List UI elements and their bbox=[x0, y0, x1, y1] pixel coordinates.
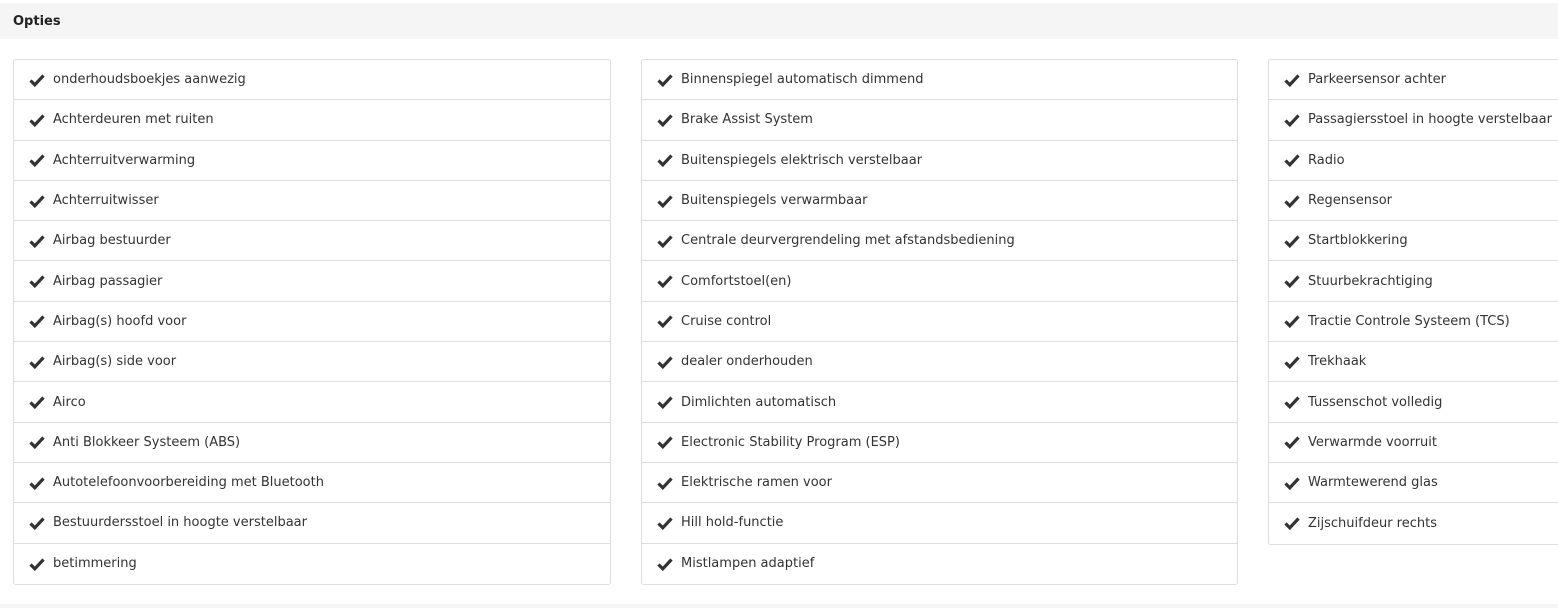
option-item bbox=[1269, 261, 1558, 301]
option-label: Electronic Stability Program (ESP) bbox=[681, 434, 900, 450]
option-item bbox=[14, 261, 610, 301]
option-item bbox=[14, 221, 610, 261]
option-item bbox=[14, 463, 610, 503]
check-icon bbox=[29, 476, 45, 490]
option-item bbox=[642, 141, 1237, 181]
check-icon bbox=[29, 516, 45, 530]
option-label: Stuurbekrachtiging bbox=[1308, 273, 1433, 289]
option-item bbox=[1269, 60, 1558, 100]
option-item bbox=[14, 342, 610, 382]
option-item bbox=[14, 100, 610, 140]
check-icon bbox=[1284, 435, 1300, 449]
option-item bbox=[1269, 100, 1558, 140]
option-item bbox=[1269, 463, 1558, 503]
check-icon bbox=[657, 435, 673, 449]
option-label: betimmering bbox=[53, 556, 137, 572]
option-item bbox=[642, 382, 1237, 422]
option-label: Bestuurdersstoel in hoogte verstelbaar bbox=[53, 515, 307, 531]
option-label: Buitenspiegels elektrisch verstelbaar bbox=[681, 152, 923, 168]
option-item bbox=[1269, 503, 1558, 543]
option-label: Cruise control bbox=[681, 313, 772, 329]
option-item bbox=[642, 100, 1237, 140]
option-item bbox=[14, 302, 610, 342]
check-icon bbox=[1284, 355, 1300, 369]
option-label: Anti Blokkeer Systeem (ABS) bbox=[53, 434, 241, 450]
options-title: Opties bbox=[13, 13, 61, 29]
option-label: Comfortstoel(en) bbox=[681, 273, 792, 289]
check-icon bbox=[657, 476, 673, 490]
check-icon bbox=[29, 314, 45, 328]
option-item bbox=[1269, 342, 1558, 382]
bottom-divider bbox=[0, 604, 1558, 608]
option-item bbox=[1269, 382, 1558, 422]
check-icon bbox=[657, 355, 673, 369]
option-label: Autotelefoonvoorbereiding met Bluetooth bbox=[53, 475, 324, 491]
option-label: Centrale deurvergrendeling met afstandsbediening bbox=[681, 233, 1015, 249]
option-item bbox=[14, 181, 610, 221]
check-icon bbox=[29, 435, 45, 449]
option-label: Airbag bestuurder bbox=[53, 233, 171, 249]
option-item bbox=[14, 141, 610, 181]
option-item bbox=[642, 261, 1237, 301]
option-item bbox=[1269, 302, 1558, 342]
option-label: Brake Assist System bbox=[681, 112, 813, 128]
option-label: Airbag(s) hoofd voor bbox=[53, 313, 187, 329]
option-label: Tractie Controle Systeem (TCS) bbox=[1308, 313, 1510, 329]
option-label: Airbag passagier bbox=[53, 273, 163, 289]
check-icon bbox=[29, 234, 45, 248]
check-icon bbox=[29, 557, 45, 571]
option-label: Passagiersstoel in hoogte verstelbaar bbox=[1308, 112, 1552, 128]
check-icon bbox=[657, 314, 673, 328]
option-item bbox=[642, 221, 1237, 261]
option-label: Verwarmde voorruit bbox=[1308, 434, 1437, 450]
check-icon bbox=[1284, 395, 1300, 409]
check-icon bbox=[1284, 314, 1300, 328]
option-label: Hill hold-functie bbox=[681, 515, 784, 531]
option-item bbox=[1269, 181, 1558, 221]
check-icon bbox=[29, 153, 45, 167]
check-icon bbox=[1284, 476, 1300, 490]
check-icon bbox=[29, 113, 45, 127]
option-item bbox=[642, 463, 1237, 503]
option-item bbox=[14, 382, 610, 422]
option-item bbox=[642, 544, 1237, 584]
option-label: Achterruitverwarming bbox=[53, 152, 196, 168]
check-icon bbox=[1284, 153, 1300, 167]
option-label: Airbag(s) side voor bbox=[53, 354, 177, 370]
check-icon bbox=[657, 516, 673, 530]
option-item bbox=[14, 423, 610, 463]
check-icon bbox=[1284, 274, 1300, 288]
option-label: dealer onderhouden bbox=[681, 354, 813, 370]
check-icon bbox=[657, 557, 673, 571]
options-column-3 bbox=[1268, 59, 1558, 545]
option-label: Regensensor bbox=[1308, 193, 1393, 209]
options-header bbox=[0, 3, 1558, 39]
check-icon bbox=[657, 194, 673, 208]
check-icon bbox=[29, 355, 45, 369]
option-label: Mistlampen adaptief bbox=[681, 556, 815, 572]
option-label: Trekhaak bbox=[1308, 354, 1367, 370]
check-icon bbox=[1284, 194, 1300, 208]
check-icon bbox=[29, 274, 45, 288]
option-item bbox=[642, 302, 1237, 342]
option-item bbox=[642, 60, 1237, 100]
check-icon bbox=[1284, 73, 1300, 87]
check-icon bbox=[29, 395, 45, 409]
option-label: onderhoudsboekjes aanwezig bbox=[53, 72, 246, 88]
check-icon bbox=[657, 234, 673, 248]
option-label: Achterruitwisser bbox=[53, 193, 159, 209]
option-label: Zijschuifdeur rechts bbox=[1308, 515, 1437, 531]
check-icon bbox=[657, 153, 673, 167]
option-item bbox=[14, 503, 610, 543]
check-icon bbox=[657, 113, 673, 127]
option-label: Dimlichten automatisch bbox=[681, 394, 837, 410]
check-icon bbox=[657, 274, 673, 288]
check-icon bbox=[29, 73, 45, 87]
check-icon bbox=[657, 73, 673, 87]
option-item bbox=[642, 342, 1237, 382]
option-label: Radio bbox=[1308, 152, 1345, 168]
option-item bbox=[642, 423, 1237, 463]
option-item bbox=[642, 503, 1237, 543]
options-column-1 bbox=[13, 59, 611, 585]
option-item bbox=[1269, 141, 1558, 181]
option-label: Achterdeuren met ruiten bbox=[53, 112, 214, 128]
option-item bbox=[14, 60, 610, 100]
option-label: Tussenschot volledig bbox=[1308, 394, 1443, 410]
option-label: Warmtewerend glas bbox=[1308, 475, 1438, 491]
check-icon bbox=[29, 194, 45, 208]
option-item bbox=[642, 181, 1237, 221]
options-column-2 bbox=[641, 59, 1238, 585]
option-item bbox=[1269, 423, 1558, 463]
option-label: Buitenspiegels verwarmbaar bbox=[681, 193, 868, 209]
option-label: Startblokkering bbox=[1308, 233, 1408, 249]
option-label: Binnenspiegel automatisch dimmend bbox=[681, 72, 924, 88]
option-item bbox=[14, 544, 610, 584]
option-label: Airco bbox=[53, 394, 86, 410]
option-label: Parkeersensor achter bbox=[1308, 72, 1446, 88]
check-icon bbox=[1284, 113, 1300, 127]
option-item bbox=[1269, 221, 1558, 261]
option-label: Elektrische ramen voor bbox=[681, 475, 832, 491]
check-icon bbox=[657, 395, 673, 409]
check-icon bbox=[1284, 234, 1300, 248]
check-icon bbox=[1284, 516, 1300, 530]
